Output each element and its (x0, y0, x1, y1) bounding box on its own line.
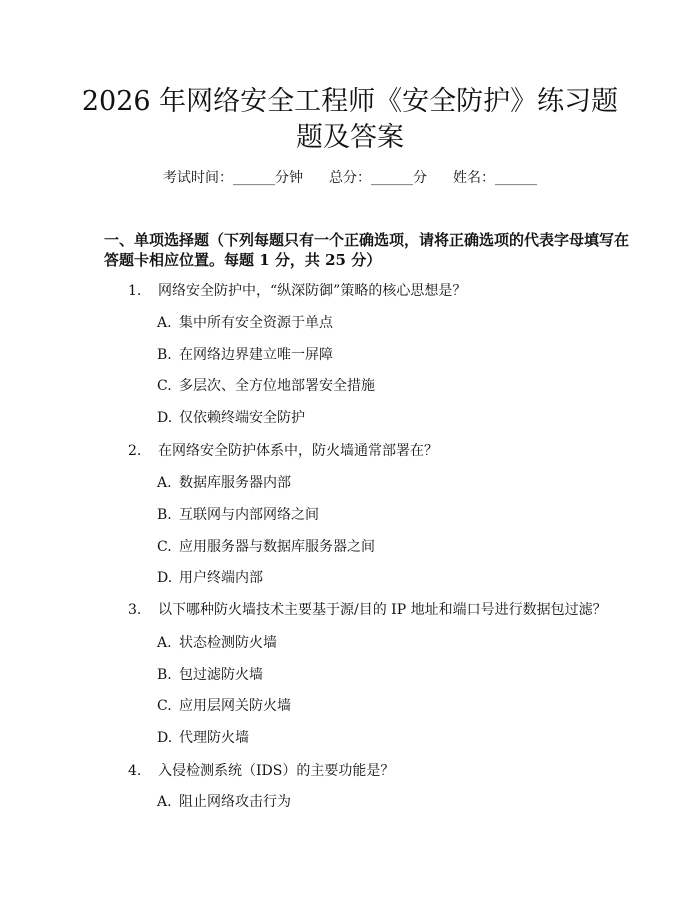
question-text: 入侵检测系统（IDS）的主要功能是？ (158, 763, 395, 779)
option-text: 多层次、全方位地部署安全措施 (179, 378, 375, 394)
option-3a (157, 633, 277, 653)
option-text: 应用层网关防火墙 (179, 698, 291, 714)
question-text: 在网络安全防护体系中，防火墙通常部署在？ (158, 443, 438, 459)
option-text: 应用服务器与数据库服务器之间 (179, 539, 375, 555)
option-letter: B. (157, 347, 172, 363)
question-text: 以下哪种防火墙技术主要基于源/目的 IP 地址和端口号进行数据包过滤？ (158, 602, 607, 618)
option-letter: C. (157, 698, 172, 714)
option-text: 集中所有安全资源于单点 (179, 315, 333, 331)
option-letter: D. (157, 730, 173, 746)
option-letter: A. (157, 635, 172, 651)
option-letter: A. (157, 794, 172, 810)
question-3 (128, 600, 607, 620)
option-letter: C. (157, 378, 172, 394)
option-letter: B. (157, 667, 172, 683)
option-text: 阻止网络攻击行为 (179, 794, 291, 810)
option-1c (157, 376, 375, 396)
option-letter: D. (157, 570, 173, 586)
section-heading-line-1: 一、单项选择题（下列每题只有一个正确选项，请将正确选项的代表字母填写在 (104, 231, 630, 249)
option-letter: D. (157, 410, 173, 426)
option-text: 仅依赖终端安全防护 (179, 410, 305, 426)
option-4a (157, 792, 291, 812)
exam-name: 姓名：______ (453, 170, 537, 186)
option-3d (157, 728, 249, 748)
document-title-line-2: 题及答案 (296, 122, 404, 153)
option-3b (157, 665, 263, 685)
question-4 (128, 761, 394, 781)
question-number: 4. (128, 763, 142, 779)
option-text: 互联网与内部网络之间 (179, 507, 319, 523)
option-3c (157, 696, 291, 716)
option-2d (157, 568, 263, 588)
option-text: 用户终端内部 (179, 570, 263, 586)
option-letter: A. (157, 475, 172, 491)
question-number: 3. (128, 602, 142, 618)
question-number: 2. (128, 443, 142, 459)
option-text: 数据库服务器内部 (179, 475, 291, 491)
option-letter: C. (157, 539, 172, 555)
option-2c (157, 537, 375, 557)
question-2 (128, 441, 438, 461)
question-1 (128, 281, 466, 301)
option-1d (157, 408, 305, 428)
question-text: 网络安全防护中，“纵深防御”策略的核心思想是？ (158, 283, 467, 299)
exam-time: 考试时间：______分钟 (163, 170, 303, 186)
option-text: 在网络边界建立唯一屏障 (179, 347, 333, 363)
option-letter: A. (157, 315, 172, 331)
section-heading-line-2: 答题卡相应位置。每题 1 分，共 25 分） (104, 251, 382, 269)
option-text: 包过滤防火墙 (179, 667, 263, 683)
option-text: 代理防火墙 (179, 730, 249, 746)
question-number: 1. (128, 283, 142, 299)
option-2a (157, 473, 291, 493)
exam-total-score: 总分：______分 (329, 170, 427, 186)
exam-info (0, 168, 700, 188)
option-text: 状态检测防火墙 (179, 635, 277, 651)
document-title-line-1: 2026 年网络安全工程师《安全防护》练习题 (81, 86, 619, 117)
option-1b (157, 345, 333, 365)
option-2b (157, 505, 319, 525)
option-letter: B. (157, 507, 172, 523)
option-1a (157, 313, 333, 333)
